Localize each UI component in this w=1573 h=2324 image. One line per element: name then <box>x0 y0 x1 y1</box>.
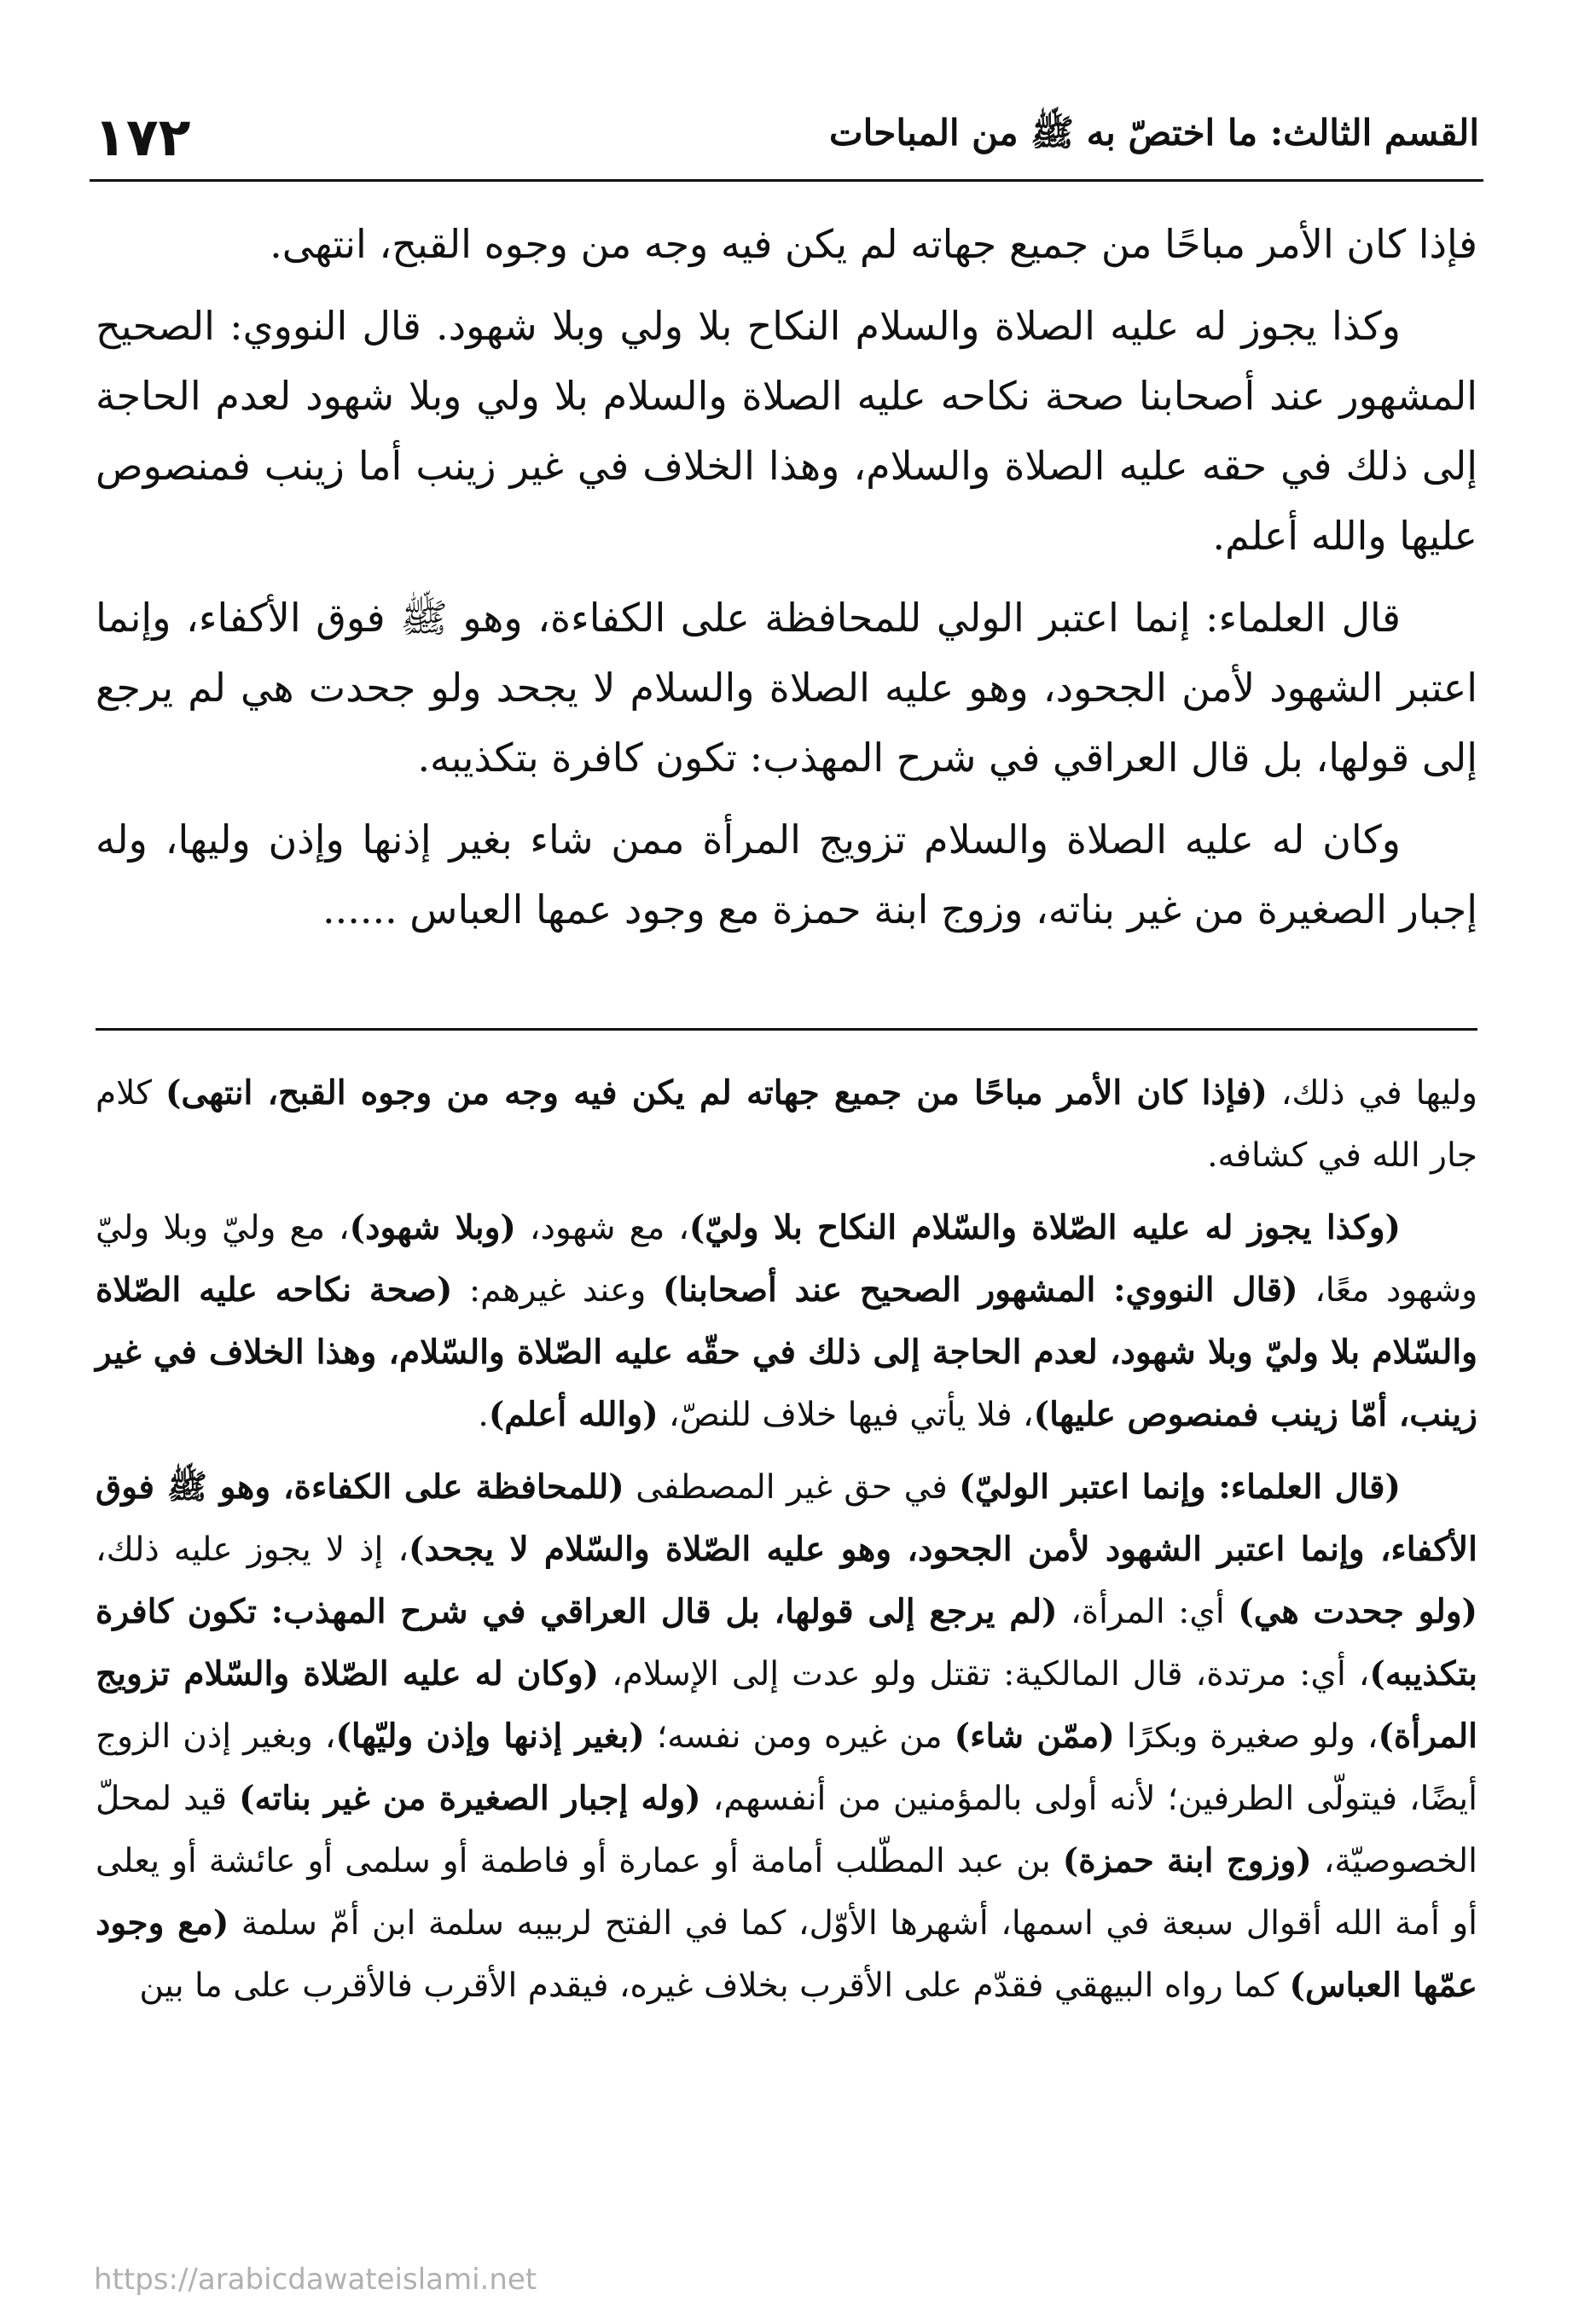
commentary-text-run: بن عبد المطّلب أمامة أو عمارة أو فاطمة أو سلمى أو عائشة أو يعلى أو أمة الله أقوال سبعة في اسمها، أشهرها الأوّل، كما في الفتح لربيبه سلمة ابن أمّ سلمة <box>96 1842 1477 1943</box>
quoted-matn: (ممّن شاء) <box>954 1717 1115 1756</box>
quoted-matn: (صحة نكاحه عليه الصّلاة والسّلام بلا وليّ وبلا شهود، لعدم الحاجة إلى ذلك في حقّه عليه الصّلاة والسّلام، وهذا الخلاف في غير زينب، أمّا زينب فمنصوص عليها) <box>96 1270 1477 1434</box>
commentary-text-run: كما رواه البيهقي فقدّم على الأقرب بخلاف غيره، فيقدم الأقرب فالأقرب على ما بين <box>139 1967 1290 2005</box>
quoted-matn: (وكذا يجوز له عليه الصّلاة والسّلام النكاح بلا وليّ) <box>688 1208 1401 1247</box>
commentary-text-run: ، ولو صغيرة وبكرًا <box>1114 1717 1379 1756</box>
source-watermark: https://arabicdawateislami.net <box>94 2263 537 2297</box>
quoted-matn: (لم يرجع إلى قولها، بل قال العراقي في شرح المهذب: تكون كافرة بتكذيبه) <box>96 1592 1477 1694</box>
quoted-matn: (للمحافظة على الكفاءة، وهو ﷺ فوق الأكفاء، وإنما اعتبر الشهود لأمن الجحود، وهو عليه الصّلاة والسّلام لا يجحد) <box>96 1467 1478 1569</box>
running-head: القسم الثالث: ما اختصّ به ﷺ من المباحات <box>829 111 1479 154</box>
matn-paragraph: قال العلماء: إنما اعتبر الولي للمحافظة على الكفاءة، وهو ﷺ فوق الأكفاء، وإنما اعتبر الشهود لأمن الجحود، وهو عليه الصلاة والسلام لا يجحد ولو جحدت هي لم يرجع إلى قولها، بل قال العراقي في شرح المهذب: تكون كافرة بتكذيبه. <box>96 595 1477 781</box>
commentary-text-run: كلام جار الله في كشافه. <box>96 1074 1477 1175</box>
commentary-text-run: ، إذ لا يجوز عليه ذلك، <box>96 1531 409 1569</box>
quoted-matn: (وزوج ابنة حمزة) <box>1062 1841 1312 1880</box>
matn-paragraph: وكان له عليه الصلاة والسلام تزويج المرأة ممن شاء بغير إذنها وإذن وليها، وله إجبار الصغيرة من غير بناته، وزوج ابنة حمزة مع وجود عمها العباس ...... <box>96 816 1477 933</box>
commentary-paragraph <box>96 1197 1477 1446</box>
quoted-matn: (مع وجود عمّها العباس) <box>96 1903 1477 2005</box>
matn-paragraph: فإذا كان الأمر مباحًا من جميع جهاته لم يكن فيه وجه من وجوه القبح، انتهى. <box>270 221 1477 267</box>
commentary-text-run: أي: المرأة، <box>1057 1593 1239 1631</box>
page-number: ١٧٢ <box>94 105 191 168</box>
matn-text <box>96 209 1477 956</box>
quoted-matn: (بغير إذنها وإذن وليّها) <box>335 1717 645 1756</box>
matn-paragraph: وكذا يجوز له عليه الصلاة والسلام النكاح بلا ولي وبلا شهود. قال النووي: الصحيح المشهور عند أصحابنا صحة نكاحه عليه الصلاة والسلام بلا ولي وبلا شهود لعدم الحاجة إلى ذلك في حقه عليه الصلاة والسلام، وهذا الخلاف في غير زينب أما زينب فمنصوص عليها والله أعلم. <box>96 303 1477 559</box>
quoted-matn: (وله إجبار الصغيرة من غير بناته) <box>239 1779 701 1818</box>
commentary-text-run: ، مع وليّ وبلا وليّ وشهود معًا، <box>96 1209 1477 1310</box>
quoted-matn: (قال النووي: المشهور الصحيح عند أصحابنا) <box>662 1270 1298 1310</box>
commentary-paragraph <box>96 1456 1477 2017</box>
quoted-matn: (والله أعلم) <box>488 1395 659 1434</box>
quoted-matn: (وبلا شهود) <box>349 1208 516 1247</box>
commentary-text-run: . <box>478 1396 489 1434</box>
commentary-text-run: ، مع شهود، <box>515 1209 689 1247</box>
quoted-matn: (وكان له عليه الصّلاة والسّلام تزويج المرأة) <box>96 1654 1477 1756</box>
quoted-matn: (فإذا كان الأمر مباحًا من جميع جهاته لم يكن فيه وجه من وجوه القبح، انتهى) <box>165 1073 1268 1113</box>
quoted-matn: (ولو جحدت هي) <box>1238 1592 1477 1631</box>
commentary-text-run: وليها في ذلك، <box>1267 1074 1477 1113</box>
commentary-text-run: قيد لمحلّ الخصوصيّة، <box>96 1780 1477 1880</box>
commentary-text <box>96 1062 1477 2027</box>
commentary-text-run: ، وبغير إذن الزوج أيضًا، فيتولّى الطرفين؛ لأنه أولى بالمؤمنين من أنفسهم، <box>96 1717 1477 1818</box>
commentary-divider <box>96 1028 1477 1031</box>
commentary-text-run: من غيره ومن نفسه؛ <box>644 1717 955 1756</box>
quoted-matn: (قال العلماء: وإنما اعتبر الوليّ) <box>959 1467 1401 1507</box>
page-header <box>94 102 1479 171</box>
commentary-text-run: وعند غيرهم: <box>452 1271 663 1310</box>
commentary-paragraph <box>96 1062 1477 1187</box>
commentary-text-run: ، فلا يأتي فيها خلاف للنصّ، <box>658 1396 1034 1434</box>
commentary-text-run: ، أي: مرتدة، قال المالكية: تقتل ولو عدت إلى الإسلام، <box>599 1655 1370 1694</box>
header-rule <box>90 179 1483 182</box>
commentary-text-run: في حق غير المصطفى <box>624 1468 960 1507</box>
